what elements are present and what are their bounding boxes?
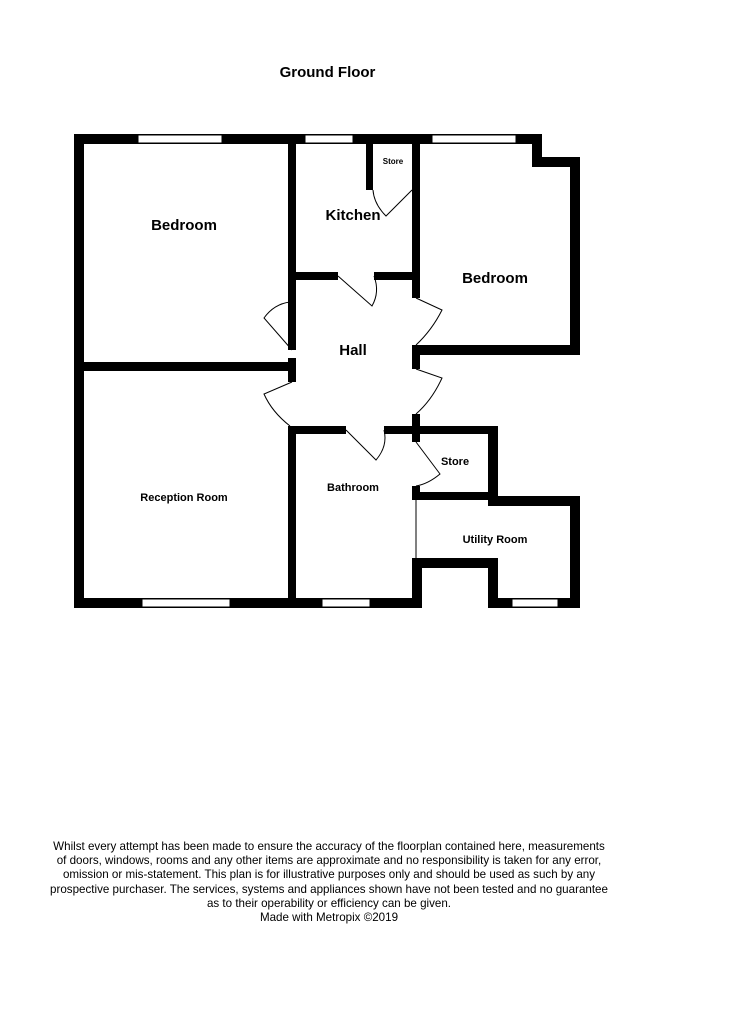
disclaimer-line: as to their operability or efficiency can be given. <box>206 896 452 910</box>
wall <box>412 558 498 568</box>
window <box>142 599 230 607</box>
wall <box>288 358 296 382</box>
disclaimer-line: of doors, windows, rooms and any other items are approximate and no responsibility is taken for any error, <box>56 854 602 868</box>
wall <box>412 492 498 500</box>
wall <box>288 426 346 434</box>
room-label-reception: Reception Room <box>140 492 228 504</box>
room-label-hall: Hall <box>339 342 367 359</box>
room-label-bedroom-2: Bedroom <box>462 270 528 287</box>
door-swing <box>264 302 292 350</box>
wall <box>366 144 373 190</box>
wall <box>570 157 580 355</box>
room-label-bedroom-1: Bedroom <box>151 217 217 234</box>
wall <box>488 496 580 506</box>
room-label-store-small: Store <box>382 157 404 166</box>
disclaimer-line: Whilst every attempt has been made to ensure the accuracy of the floorplan contained here, measurements <box>53 840 605 853</box>
floor-title: Ground Floor <box>279 64 376 81</box>
window <box>322 599 370 607</box>
door-swing <box>346 430 385 460</box>
wall <box>374 272 420 280</box>
door-swing <box>264 382 292 426</box>
door-swing <box>416 298 442 345</box>
room-label-store: Store <box>440 456 470 468</box>
room-label-utility: Utility Room <box>462 534 528 546</box>
disclaimer-text <box>40 840 618 925</box>
disclaimer-line: Made with Metropix ©2019 <box>259 911 399 925</box>
window <box>305 135 353 143</box>
window <box>138 135 222 143</box>
door-swing <box>338 276 377 306</box>
wall <box>488 426 498 500</box>
wall <box>288 426 296 606</box>
wall <box>74 362 296 371</box>
door-swing <box>416 442 440 486</box>
wall <box>412 345 420 369</box>
disclaimer-line: prospective purchaser. The services, systems and appliances shown have not been tested and no guarantee <box>50 882 608 896</box>
wall <box>412 486 420 500</box>
disclaimer-line: omission or mis-statement. This plan is for illustrative purposes only and should be used as such by any <box>62 868 596 882</box>
room-label-kitchen: Kitchen <box>325 207 381 224</box>
door-swing <box>416 369 442 414</box>
wall <box>288 134 296 350</box>
wall <box>414 345 580 355</box>
wall <box>288 272 338 280</box>
wall <box>570 496 580 608</box>
window <box>432 135 516 143</box>
window <box>512 599 558 607</box>
room-label-bathroom: Bathroom <box>327 482 379 494</box>
wall <box>384 426 498 434</box>
